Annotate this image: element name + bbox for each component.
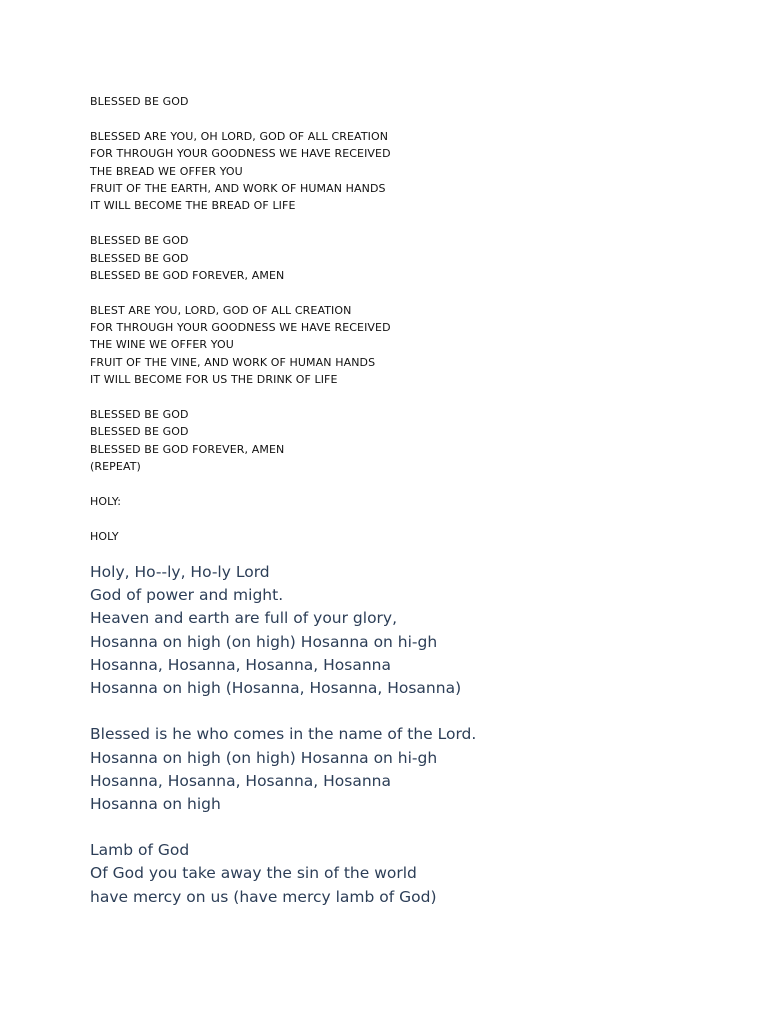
lyric-line: BLESSED BE GOD <box>90 234 189 248</box>
lyric-line: FRUIT OF THE VINE, AND WORK OF HUMAN HANDS <box>90 355 376 369</box>
blank-line <box>90 700 476 723</box>
lyric-line: Lamb of God <box>90 841 190 860</box>
blank-line <box>90 476 391 493</box>
lyric-line: IT WILL BECOME FOR US THE DRINK OF LIFE <box>90 373 338 387</box>
lyric-line: BLESSED BE GOD <box>90 95 189 108</box>
lyric-line: Hosanna on high <box>90 794 221 813</box>
lyric-line: God of power and might. <box>90 586 284 605</box>
lyric-line: BLESSED BE GOD <box>90 408 189 422</box>
lyric-line: THE WINE WE OFFER YOU <box>90 338 234 352</box>
lyrics-uppercase-section <box>90 93 391 545</box>
lyric-line: Of God you take away the sin of the world <box>90 864 417 883</box>
blank-line <box>90 816 476 839</box>
blank-line <box>90 510 391 527</box>
lyric-line: Holy, Ho--ly, Ho-ly Lord <box>90 563 270 581</box>
lyric-line: Blessed is he who comes in the name of the Lord. <box>90 725 477 744</box>
blank-line <box>90 215 391 232</box>
lyric-line: HOLY: <box>90 494 122 508</box>
lyric-line: BLESSED ARE YOU, OH LORD, GOD OF ALL CREATION <box>90 129 389 143</box>
lyric-line: BLEST ARE YOU, LORD, GOD OF ALL CREATION <box>90 303 352 317</box>
blank-line <box>90 110 391 127</box>
blank-line <box>90 389 391 406</box>
lyric-line: have mercy on us (have mercy lamb of God) <box>90 887 437 906</box>
lyric-line: Hosanna on high (on high) Hosanna on hi-gh <box>90 632 438 651</box>
lyric-line: BLESSED BE GOD <box>90 425 189 439</box>
lyric-line: FOR THROUGH YOUR GOODNESS WE HAVE RECEIVED <box>90 147 391 161</box>
lyric-line: BLESSED BE GOD FOREVER, AMEN <box>90 268 285 282</box>
lyric-line: Hosanna, Hosanna, Hosanna, Hosanna <box>90 655 391 674</box>
lyric-line: (REPEAT) <box>90 460 141 474</box>
lyric-line: Hosanna, Hosanna, Hosanna, Hosanna <box>90 771 391 790</box>
lyric-line: Hosanna on high (on high) Hosanna on hi-gh <box>90 748 438 767</box>
lyric-line: BLESSED BE GOD FOREVER, AMEN <box>90 442 285 456</box>
lyric-line: Hosanna on high (Hosanna, Hosanna, Hosanna) <box>90 678 462 697</box>
lyric-line: HOLY <box>90 529 119 543</box>
lyric-line: FRUIT OF THE EARTH, AND WORK OF HUMAN HANDS <box>90 181 386 195</box>
lyric-line: IT WILL BECOME THE BREAD OF LIFE <box>90 199 296 213</box>
blank-line <box>90 284 391 301</box>
lyrics-holy-section <box>90 561 476 909</box>
lyric-line: BLESSED BE GOD <box>90 251 189 265</box>
lyric-line: THE BREAD WE OFFER YOU <box>90 164 243 178</box>
lyric-line: Heaven and earth are full of your glory, <box>90 609 398 628</box>
lyric-line: FOR THROUGH YOUR GOODNESS WE HAVE RECEIVED <box>90 321 391 335</box>
